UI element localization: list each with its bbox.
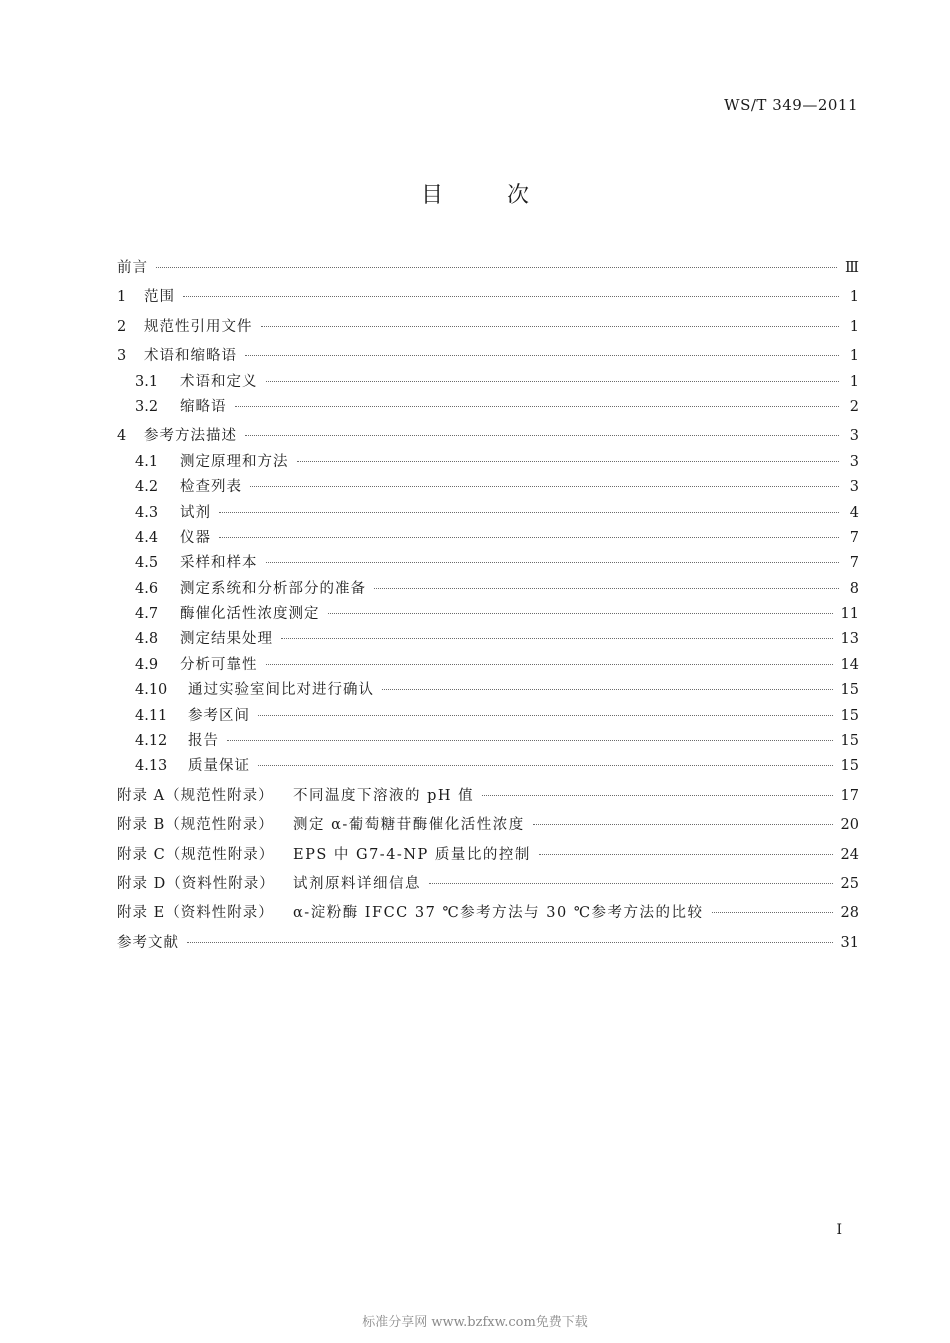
toc-entry-page: 1 — [849, 348, 859, 365]
toc-entry[interactable] — [117, 754, 859, 779]
toc-entry[interactable] — [117, 344, 859, 369]
toc-entry-label: 缩略语 — [180, 398, 227, 415]
toc-entry[interactable] — [117, 704, 859, 729]
dot-leader — [156, 267, 837, 268]
annex-page: 25 — [840, 875, 859, 892]
toc-annex-entry[interactable] — [117, 872, 859, 897]
toc-entry-number: 4.1 — [135, 453, 159, 470]
toc-entry-number: 4.4 — [135, 529, 159, 546]
toc-entry-label: 仪器 — [180, 529, 211, 546]
references-page: 31 — [840, 934, 859, 951]
toc-entry-number: 4.10 — [135, 682, 168, 699]
toc-entry-page: 1 — [849, 318, 859, 335]
dot-leader — [328, 613, 833, 614]
toc-entry[interactable] — [117, 424, 859, 449]
dot-leader — [250, 486, 839, 487]
toc-entry-label: 术语和缩略语 — [144, 348, 237, 365]
dot-leader — [266, 664, 833, 665]
toc-entry-label: 参考方法描述 — [144, 428, 237, 445]
toc-entry-page: 3 — [849, 428, 859, 445]
toc-entry-page: 15 — [840, 733, 859, 750]
toc-entry-label: 范围 — [144, 289, 175, 306]
annex-heading: 附录 D（资料性附录） — [117, 875, 275, 892]
dot-leader — [219, 537, 839, 538]
dot-leader — [261, 326, 840, 327]
annex-heading: 附录 B（规范性附录） — [117, 817, 274, 834]
dot-leader — [533, 824, 833, 825]
toc-annex-entry[interactable] — [117, 813, 859, 838]
dot-leader — [429, 883, 833, 884]
toc-entry-number: 2 — [117, 318, 127, 335]
toc-entry[interactable] — [117, 551, 859, 576]
toc-entry-page: 13 — [840, 631, 859, 648]
annex-page: 28 — [840, 905, 859, 922]
page-number: I — [836, 1222, 842, 1238]
toc-entry-label: 试剂 — [180, 504, 211, 521]
annex-label: 不同温度下溶液的 pH 值 — [293, 787, 475, 804]
annex-heading: 附录 E（资料性附录） — [117, 905, 274, 922]
toc-entry[interactable] — [117, 256, 859, 281]
annex-page: 20 — [840, 817, 859, 834]
page-title: 目次 — [420, 183, 593, 208]
toc-entry-label: 术语和定义 — [180, 373, 258, 390]
dot-leader — [245, 435, 839, 436]
annex-page: 17 — [840, 787, 859, 804]
toc-entry-page: 3 — [849, 453, 859, 470]
dot-leader — [374, 588, 839, 589]
dot-leader — [258, 715, 833, 716]
toc-entry-page: 3 — [849, 479, 859, 496]
toc-entry-page: 11 — [840, 606, 859, 623]
references-label: 参考文献 — [117, 934, 179, 951]
toc-entry-page: 1 — [849, 289, 859, 306]
toc-entry-number: 4.9 — [135, 656, 159, 673]
dot-leader — [258, 765, 833, 766]
toc-entry-page: 4 — [849, 504, 859, 521]
dot-leader — [297, 461, 840, 462]
dot-leader — [482, 795, 832, 796]
toc-entry-label: 通过实验室间比对进行确认 — [188, 682, 374, 699]
toc-entry[interactable] — [117, 653, 859, 678]
toc-entry-number: 4.11 — [135, 707, 168, 724]
toc-entry[interactable] — [117, 285, 859, 310]
toc-entry-label: 前言 — [117, 260, 148, 276]
dot-leader — [227, 740, 833, 741]
annex-label: α-淀粉酶 IFCC 37 ℃参考方法与 30 ℃参考方法的比较 — [293, 905, 704, 922]
toc-entry-number: 4.12 — [135, 733, 168, 750]
toc-entry-page: 15 — [840, 758, 859, 775]
toc-entry[interactable] — [117, 370, 859, 395]
toc-entry-label: 采样和样本 — [180, 555, 258, 572]
toc-entry[interactable] — [117, 395, 859, 420]
dot-leader — [712, 912, 833, 913]
toc-entry[interactable] — [117, 526, 859, 551]
toc-entry[interactable] — [117, 450, 859, 475]
toc-entry[interactable] — [117, 678, 859, 703]
toc-entry-number: 4.7 — [135, 606, 159, 623]
toc-entry-page: Ⅲ — [845, 260, 859, 276]
toc-entry-label: 酶催化活性浓度测定 — [180, 606, 320, 623]
toc-entry-number: 1 — [117, 289, 127, 306]
toc-entry[interactable] — [117, 577, 859, 602]
toc-entry-page: 14 — [840, 656, 859, 673]
toc-entry[interactable] — [117, 602, 859, 627]
toc-entry-label: 测定原理和方法 — [180, 453, 289, 470]
toc-entry-label: 质量保证 — [188, 758, 250, 775]
toc-entry[interactable] — [117, 627, 859, 652]
toc-entry[interactable] — [117, 501, 859, 526]
dot-leader — [219, 512, 839, 513]
toc-entry-label: 测定系统和分析部分的准备 — [180, 580, 366, 597]
dot-leader — [245, 355, 839, 356]
toc-entry-page: 7 — [849, 529, 859, 546]
dot-leader — [266, 562, 840, 563]
toc-entry[interactable] — [117, 475, 859, 500]
table-of-contents — [117, 256, 859, 956]
toc-entry[interactable] — [117, 729, 859, 754]
dot-leader — [539, 854, 833, 855]
footer-watermark: 标准分享网 www.bzfxw.com免费下载 — [362, 1315, 588, 1330]
toc-entry[interactable] — [117, 315, 859, 340]
dot-leader — [187, 942, 833, 943]
dot-leader — [281, 638, 833, 639]
annex-heading: 附录 C（规范性附录） — [117, 846, 275, 863]
dot-leader — [266, 381, 840, 382]
toc-entry-page: 1 — [849, 373, 859, 390]
toc-entry-number: 4.6 — [135, 580, 159, 597]
toc-entry-number: 4.5 — [135, 555, 159, 572]
toc-annex-entry[interactable] — [117, 843, 859, 868]
toc-annex-entry[interactable] — [117, 784, 859, 809]
toc-entry-label: 检查列表 — [180, 479, 242, 496]
annex-label: EPS 中 G7-4-NP 质量比的控制 — [293, 846, 531, 863]
toc-entry-page: 15 — [840, 682, 859, 699]
dot-leader — [235, 406, 840, 407]
toc-entry-page: 15 — [840, 707, 859, 724]
toc-entry-number: 3.1 — [135, 373, 159, 390]
toc-entry-number: 4.13 — [135, 758, 168, 775]
toc-entry-number: 3 — [117, 348, 127, 365]
toc-annex-entry[interactable] — [117, 901, 859, 926]
dot-leader — [382, 689, 833, 690]
toc-entry-page: 7 — [849, 555, 859, 572]
dot-leader — [183, 296, 839, 297]
toc-entry-number: 3.2 — [135, 398, 159, 415]
toc-entry-label: 规范性引用文件 — [144, 318, 253, 335]
toc-entry-page: 8 — [849, 580, 859, 597]
toc-entry-number: 4.2 — [135, 479, 159, 496]
toc-entry-label: 参考区间 — [188, 707, 250, 724]
toc-entry-label: 报告 — [188, 733, 219, 750]
toc-entry-label: 测定结果处理 — [180, 631, 273, 648]
toc-entry-number: 4 — [117, 428, 127, 445]
annex-label: 试剂原料详细信息 — [293, 875, 421, 892]
standard-code: WS/T 349—2011 — [724, 96, 858, 114]
toc-entry-page: 2 — [849, 398, 859, 415]
annex-page: 24 — [840, 846, 859, 863]
toc-entry-number: 4.3 — [135, 504, 159, 521]
toc-entry-references[interactable] — [117, 931, 859, 956]
annex-heading: 附录 A（规范性附录） — [117, 787, 274, 804]
toc-entry-label: 分析可靠性 — [180, 656, 258, 673]
annex-label: 测定 α-葡萄糖苷酶催化活性浓度 — [293, 817, 525, 834]
toc-entry-number: 4.8 — [135, 631, 159, 648]
